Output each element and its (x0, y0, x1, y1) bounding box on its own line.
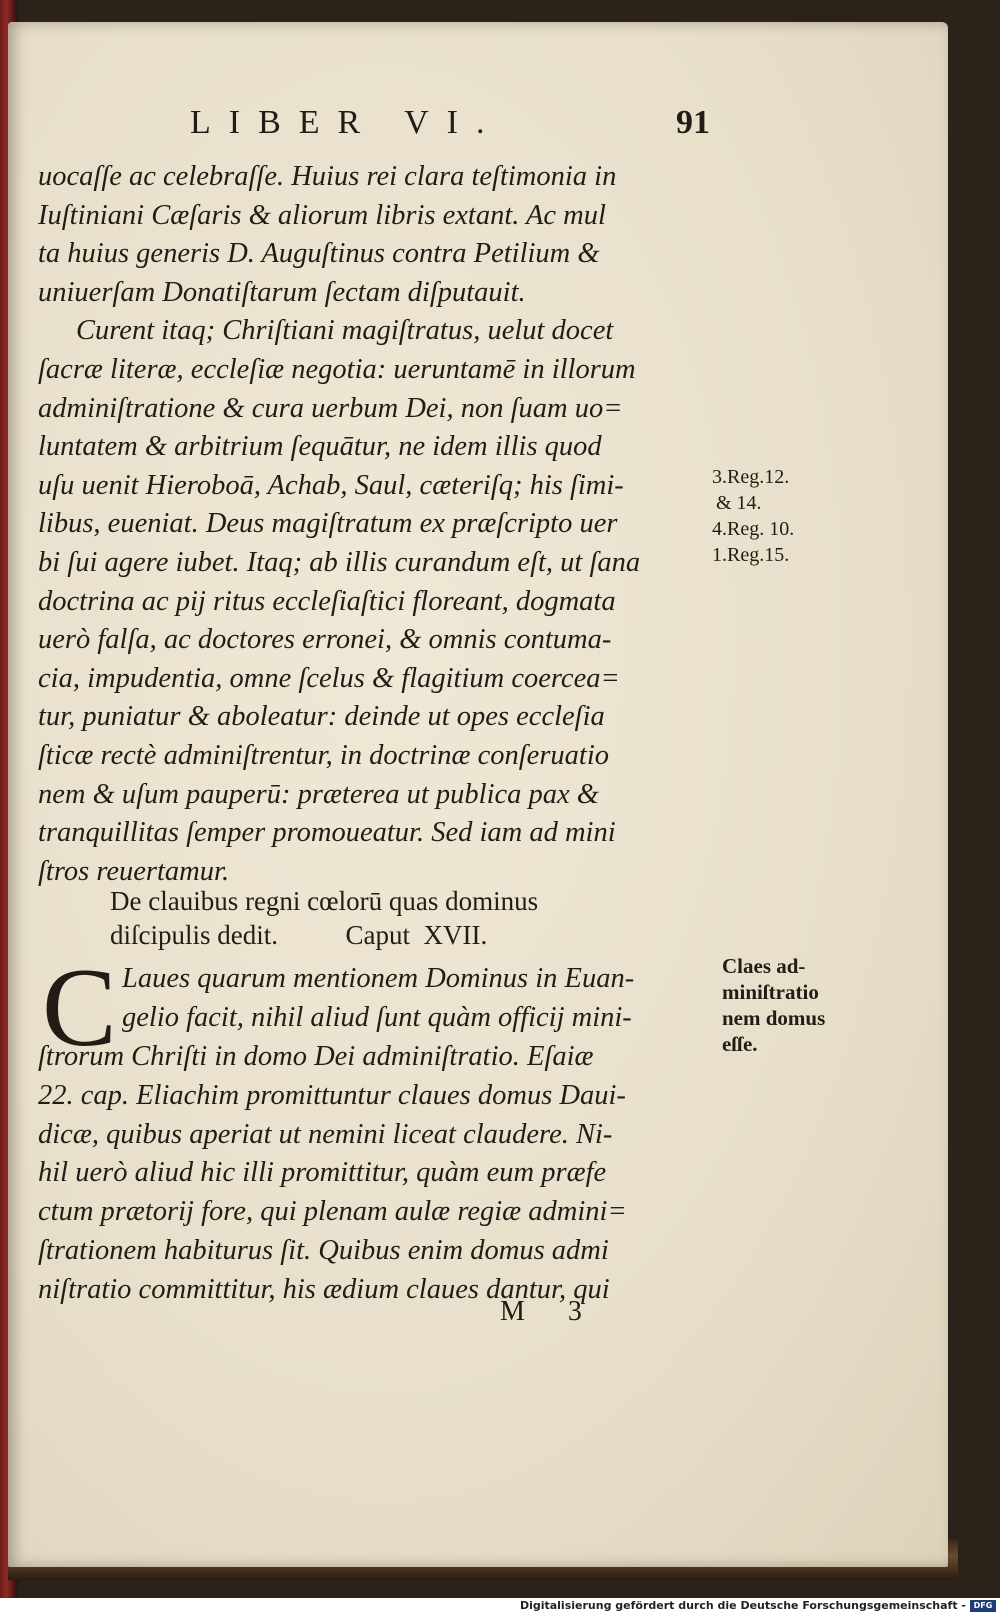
text-line: ta huius generis D. Auguſtinus contra Petilium & (38, 238, 600, 270)
text-line: uniuerſam Donatiſtarum ſectam diſputauit. (38, 276, 526, 308)
margin-note-line: nem domus (722, 1006, 826, 1030)
text-line: dicæ, quibus aperiat ut nemini liceat claudere. Ni- (38, 1118, 613, 1150)
text-line: 22. cap. Eliachim promittuntur claues domus Daui- (38, 1079, 626, 1111)
folio-number: 91 (676, 104, 710, 141)
signature-mark: M 3 (500, 1296, 600, 1327)
text-line: Laues quarum mentionem Dominus in Euan- (122, 963, 635, 994)
text-line: ſticæ rectè adminiſtrentur, in doctrinæ conſeruatio (38, 739, 610, 771)
margin-reference: & 14. (716, 492, 762, 514)
text-line: niſtratio committitur, his ædium claues dantur, qui (38, 1274, 610, 1306)
text-line: adminiſtratione & cura uerbum Dei, non ſuam uo= (38, 392, 623, 424)
margin-note-line: Claes ad- (722, 954, 806, 978)
text-line: hil uerò aliud hic illi promittitur, quàm eum præfe (38, 1157, 607, 1189)
text-line: uocaſſe ac celebraſſe. Huius rei clara teſtimonia in (38, 161, 617, 192)
chapter-heading-line: De clauibus regni cœlorū quas dominus (110, 886, 539, 916)
text-line: tranquillitas ſemper promoueatur. Sed iam ad mini (38, 817, 616, 849)
margin-reference: 1.Reg.15. (712, 544, 790, 566)
text-line: bi ſui agere iubet. Itaq; ab illis curandum eſt, ut ſana (38, 546, 641, 578)
text-line: luntatem & arbitrium ſequātur, ne idem illis quod (38, 431, 602, 463)
text-line: nem & uſum pauperū: præterea ut publica pax & (38, 778, 599, 810)
margin-note-line: eſſe. (722, 1032, 758, 1056)
running-title: LIBER VI. (190, 104, 503, 141)
text-line: gelio facit, nihil aliud ſunt quàm officij mini- (122, 1001, 632, 1033)
chapter-text-block (38, 946, 718, 1310)
text-line: cia, impudentia, omne ſcelus & flagitium coercea= (38, 662, 620, 694)
text-line: uſu uenit Hieroboā, Achab, Saul, cæteriſq; his ſimi- (38, 469, 624, 501)
text-line: ſtrorum Chriſti in domo Dei adminiſtratio. Eſaiæ (38, 1040, 594, 1072)
text-line: Iuſtiniani Cæſaris & aliorum libris extant. Ac mul (38, 199, 606, 231)
text-line: Curent itaq; Chriſtiani magiſtratus, uelut docet (76, 315, 614, 347)
margin-note (722, 953, 825, 1057)
margin-note-line: miniſtratio (722, 980, 819, 1004)
dfg-logo: DFG (970, 1600, 996, 1612)
margin-references (712, 464, 794, 568)
chapter-heading (110, 884, 730, 952)
text-line: ſtrationem habiturus ſit. Quibus enim domus admi (38, 1235, 609, 1267)
text-line: ctum prætorij fore, qui plenam aulæ regiæ admini= (38, 1196, 627, 1228)
text-line: uerò falſa, ac doctores erronei, & omnis contuma- (38, 624, 612, 656)
drop-cap-initial: C (42, 946, 117, 1070)
margin-reference: 4.Reg. 10. (712, 518, 795, 540)
running-header (190, 104, 710, 144)
main-text-block (38, 158, 718, 891)
margin-reference: 3.Reg.12. (712, 466, 790, 488)
text-line: ſacræ literæ, eccleſiæ negotia: ueruntamē in illorum (38, 353, 636, 385)
text-line: tur, puniatur & aboleatur: deinde ut opes eccleſia (38, 701, 605, 733)
footer-credit: Digitalisierung gefördert durch die Deutsche Forschungsgemeinschaft - (519, 1599, 966, 1612)
text-line: doctrina ac pij ritus eccleſiaſtici floreant, dogmata (38, 585, 616, 617)
text-line: ſtros reuertamur. (38, 855, 230, 887)
text-line: libus, eueniat. Deus magiſtratum ex præſcripto uer (38, 508, 618, 540)
chapter-heading-line: diſcipulis dedit. Caput XVII. (110, 920, 488, 950)
